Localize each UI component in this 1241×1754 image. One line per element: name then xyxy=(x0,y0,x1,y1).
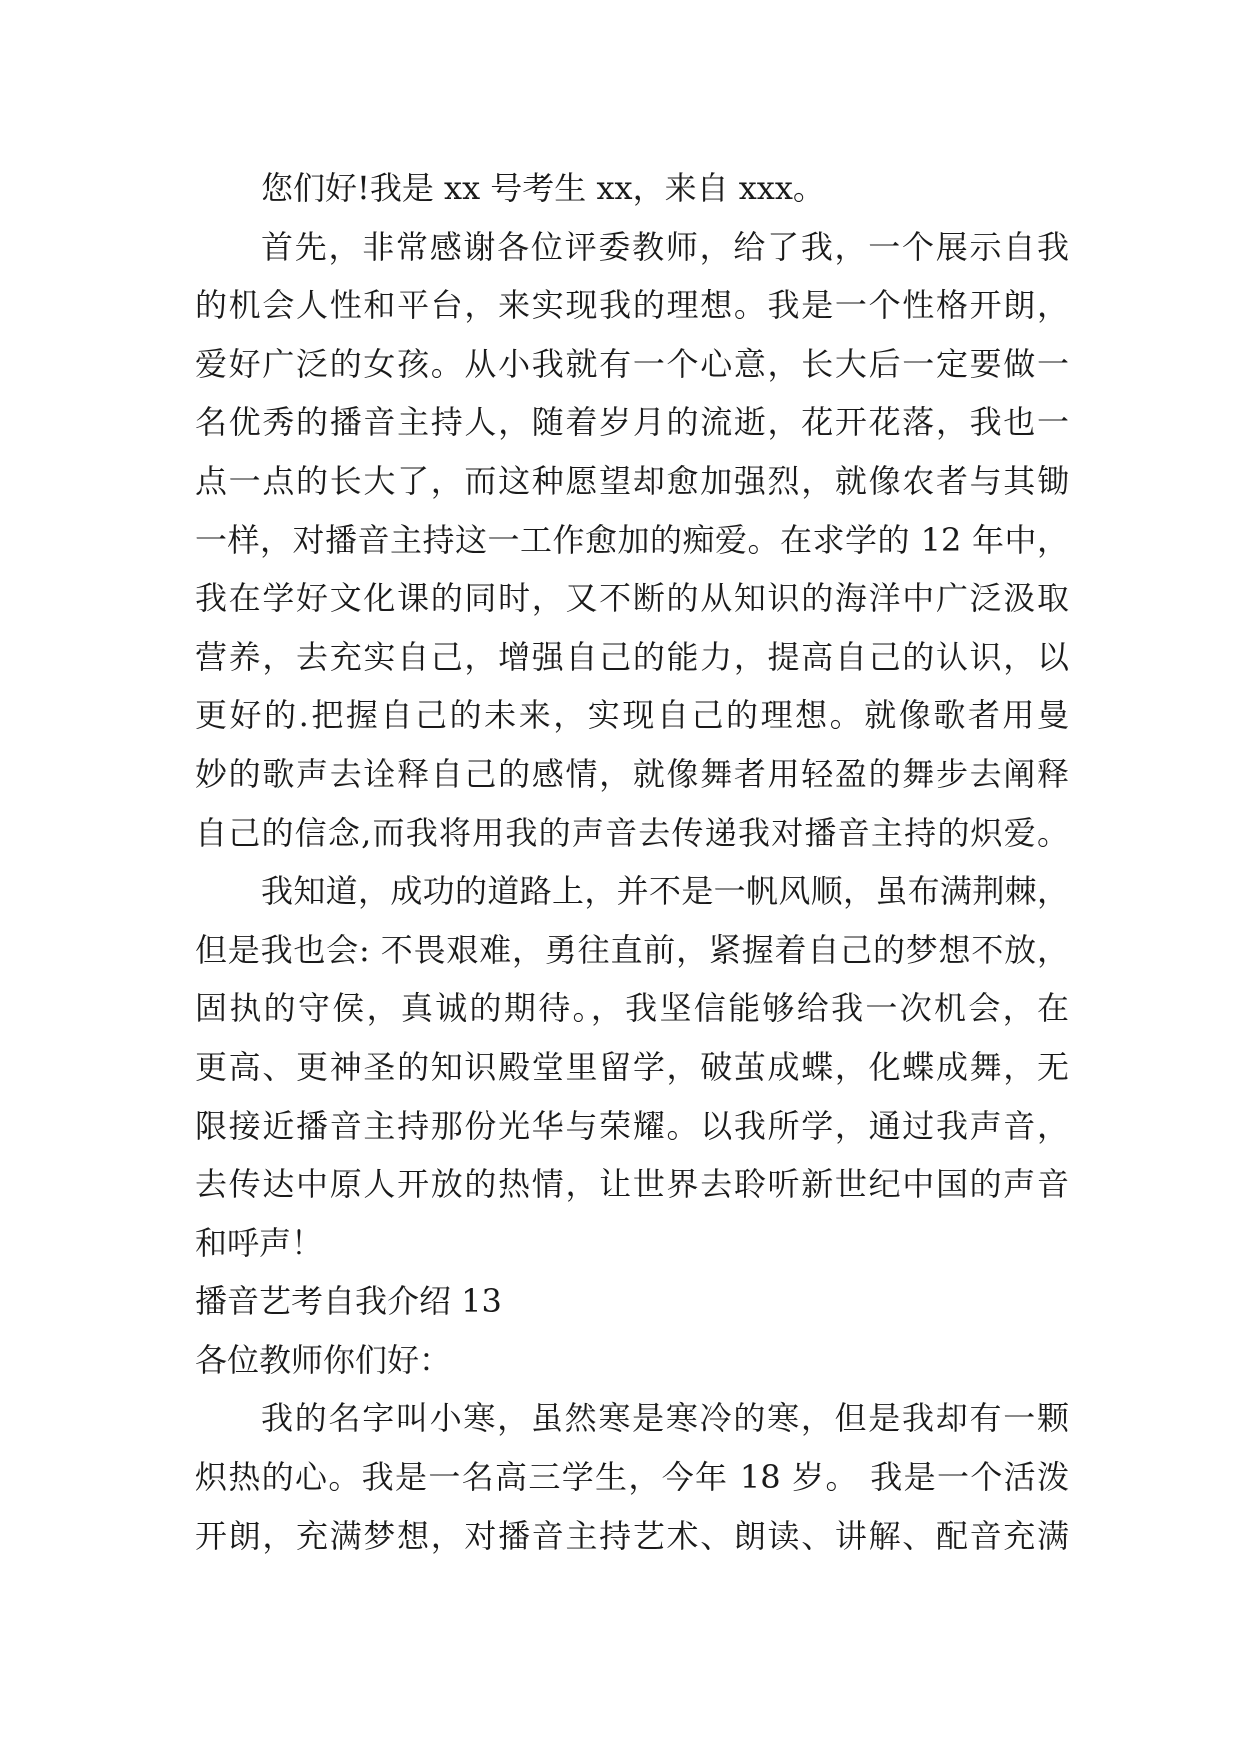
text-line: 点一点的长大了，而这种愿望却愈加强烈，就像农者与其锄 xyxy=(195,461,1069,500)
section-title: 播音艺考自我介绍 13 xyxy=(195,1282,502,1321)
text-line: 更高、更神圣的知识殿堂里留学，破茧成蝶，化蝶成舞，无 xyxy=(195,1047,1069,1086)
salutation: 各位教师你们好： xyxy=(195,1340,452,1379)
text-line: 妙的歌声去诠释自己的感情，就像舞者用轻盈的舞步去阐释 xyxy=(195,754,1069,793)
text-line: 炽热的心。我是一名高三学生，今年 18 岁。 我是一个活泼 xyxy=(195,1458,1069,1497)
paragraph xyxy=(195,1389,1069,1565)
text-line: 首先，非常感谢各位评委教师，给了我，一个展示自我 xyxy=(261,227,1069,266)
text-line: 去传达中原人开放的热情，让世界去聆听新世纪中国的声音 xyxy=(195,1165,1069,1204)
text-line: 名优秀的播音主持人，随着岁月的流逝，花开花落，我也一 xyxy=(195,403,1069,442)
text-line: 限接近播音主持那份光华与荣耀。以我所学，通过我声音， xyxy=(195,1106,1069,1145)
text-line: 我知道，成功的道路上，并不是一帆风顺，虽布满荆棘， xyxy=(261,872,1069,911)
text-line: 但是我也会: 不畏艰难，勇往直前，紧握着自己的梦想不放， xyxy=(195,930,1069,969)
text-line: 固执的守侯，真诚的期待。，我坚信能够给我一次机会，在 xyxy=(195,989,1069,1028)
text-line: 的机会人性和平台，来实现我的理想。我是一个性格开朗， xyxy=(195,286,1069,325)
text-line: 我的名字叫小寒，虽然寒是寒冷的寒，但是我却有一颗 xyxy=(261,1399,1069,1438)
text-line: 更好的.把握自己的未来，实现自己的理想。就像歌者用曼 xyxy=(195,696,1069,735)
text-line: 和呼声！ xyxy=(195,1223,324,1262)
text-line: 您们好!我是 xx 号考生 xx，来自 xxx。 xyxy=(261,169,825,207)
paragraph xyxy=(195,218,1069,863)
text-line: 一样，对播音主持这一工作愈加的痴爱。在求学的 12 年中， xyxy=(195,520,1069,559)
text-line: 爱好广泛的女孩。从小我就有一个心意，长大后一定要做一 xyxy=(195,344,1069,383)
text-line: 开朗，充满梦想，对播音主持艺术、朗读、讲解、配音充满 xyxy=(195,1516,1069,1555)
text-line: 营养，去充实自己，增强自己的能力，提高自己的认识，以 xyxy=(195,637,1069,676)
text-line: 我在学好文化课的同时，又不断的从知识的海洋中广泛汲取 xyxy=(195,579,1069,618)
text-line: 自己的信念,而我将用我的声音去传递我对播音主持的炽爱。 xyxy=(195,813,1069,852)
paragraph xyxy=(195,159,1069,218)
text-column xyxy=(195,159,1069,1565)
paragraph xyxy=(195,862,1069,1272)
